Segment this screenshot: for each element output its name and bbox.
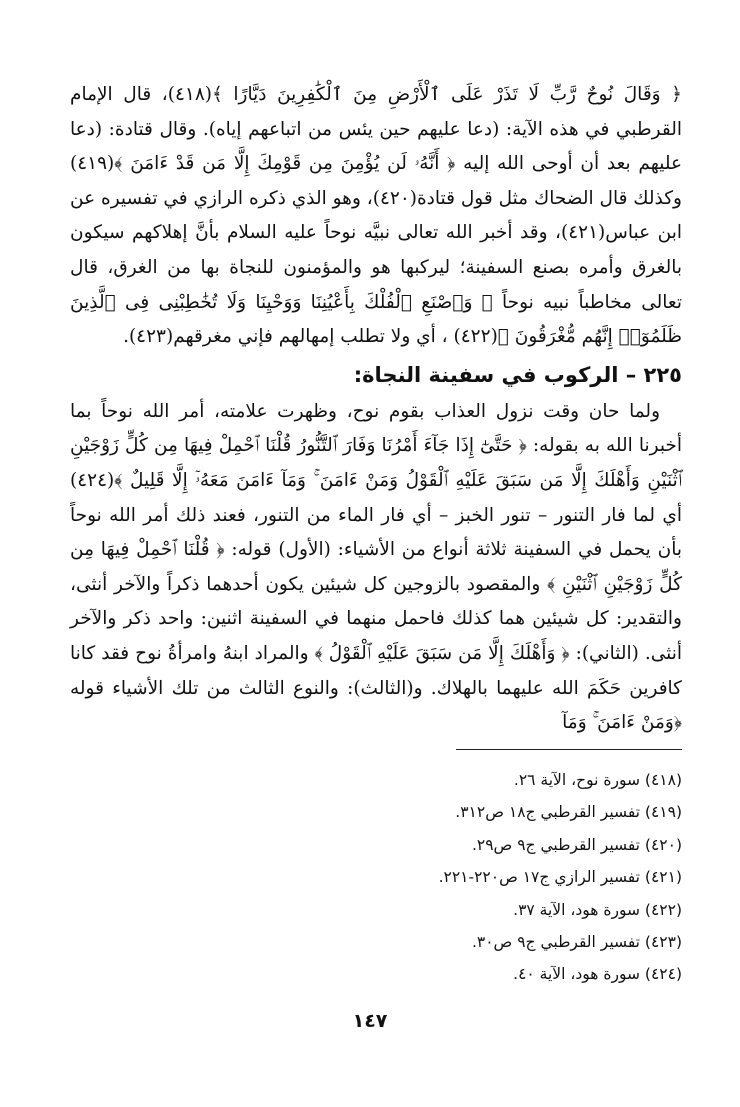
footnote-423: (٤٢٣) تفسير القرطبي ج٩ ص٣٠. bbox=[471, 932, 682, 951]
footnote-420: (٤٢٠) تفسير القرطبي ج٩ ص٢٩. bbox=[471, 835, 682, 854]
footnote-divider bbox=[456, 749, 682, 750]
footnote-419: (٤١٩) تفسير القرطبي ج١٨ ص٣١٢. bbox=[455, 803, 682, 822]
page-number: ١٤٧ bbox=[352, 1010, 388, 1032]
footnote-421: (٤٢١) تفسير الرازي ج١٧ ص٢٢٠-٢٢١. bbox=[438, 868, 682, 887]
footnote-424: (٤٢٤) سورة هود، الآية ٤٠. bbox=[513, 965, 682, 984]
paragraph-1: ﴿ وَقَالَ نُوحٌ رَّبِّ لَا تَذَرْ عَلَى ٱلْأَرْضِ مِنَ ٱلْكَٰفِرِينَ دَيَّارًا ﴾(٤١٨)، قال الإمام القرطبي في هذه الآية: (دعا عليهم حين يئس من اتباعهم إياه). وقال قتادة: (دعا عليهم بعد أن أوحى الله إليه ﴿ أَنَّهُۥ لَن يُؤْمِنَ مِن قَوْمِكَ إِلَّا مَن قَدْ ءَامَنَ ﴾(٤١٩) وكذلك قال الضحاك مثل قول قتادة(٤٢٠)، وهو الذي ذكره الرازي في تفسيره عن ابن عباس(٤٢١)، وقد أخبر الله تعالى نبيَّه نوحاً عليه السلام بأنَّ إهلاكهم سيكون بالغرق وأمره بصنع السفينة؛ ليركبها هو والمؤمنون للنجاة بها من الغرق، قال تعالى مخاطباً نبيه نوحاً ﴿ وَٱصْنَعِ ٱلْفُلْكَ بِأَعْيُنِنَا وَوَحْيِنَا وَلَا تُخَٰطِبْنِى فِى ٱلَّذِينَ ظَلَمُوٓا۟ إِنَّهُم مُّغْرَقُونَ ﴾(٤٢٢) ، أي ولا تطلب إمهالهم فإني مغرقهم(٤٢٣). bbox=[70, 84, 683, 348]
footnotes-list bbox=[300, 764, 682, 991]
section-heading: ٢٢٥ – الركوب في سفينة النجاة: bbox=[353, 362, 682, 387]
page-body bbox=[70, 78, 682, 741]
paragraph-2: ولما حان وقت نزول العذاب بقوم نوح، وظهرت علامته، أمر الله نوحاً بما أخبرنا الله به بقوله: ﴿ حَتَّىٰٓ إِذَا جَآءَ أَمْرُنَا وَفَارَ ٱلتَّنُّورُ قُلْنَا ٱحْمِلْ فِيهَا مِن كُلٍّ زَوْجَيْنِ ٱثْنَيْنِ وَأَهْلَكَ إِلَّا مَن سَبَقَ عَلَيْهِ ٱلْقَوْلُ وَمَنْ ءَامَنَ ۚ وَمَآ ءَامَنَ مَعَهُۥٓ إِلَّا قَلِيلٌ ﴾(٤٢٤) أي لما فار التنور – تنور الخبز – أي فار الماء من التنور، فعند ذلك أمر الله نوحاً بأن يحمل في السفينة ثلاثة أنواع من الأشياء: (الأول) قوله: ﴿ قُلْنَا ٱحْمِلْ فِيهَا مِن كُلٍّ زَوْجَيْنِ ٱثْنَيْنِ ﴾ والمقصود بالزوجين كل شيئين يكون أحدهما ذكراً والآخر أنثى، والتقدير: كل شيئين هما كذلك فاحمل منهما في السفينة اثنين: واحد ذكر والآخر أنثى. (الثاني): ﴿ وَأَهْلَكَ إِلَّا مَن سَبَقَ عَلَيْهِ ٱلْقَوْلُ ﴾ والمراد ابنهُ وامرأةُ نوح فقد كانا كافرين حَكَمَ الله عليهما بالهلاك. و(الثالث): والنوع الثالث من تلك الأشياء قوله ﴿وَمَنْ ءَامَنَ ۚ وَمَآ bbox=[70, 400, 682, 734]
footnote-418: (٤١٨) سورة نوح، الآية ٢٦. bbox=[513, 771, 682, 789]
footnote-422: (٤٢٢) سورة هود، الآية ٣٧. bbox=[513, 900, 682, 919]
